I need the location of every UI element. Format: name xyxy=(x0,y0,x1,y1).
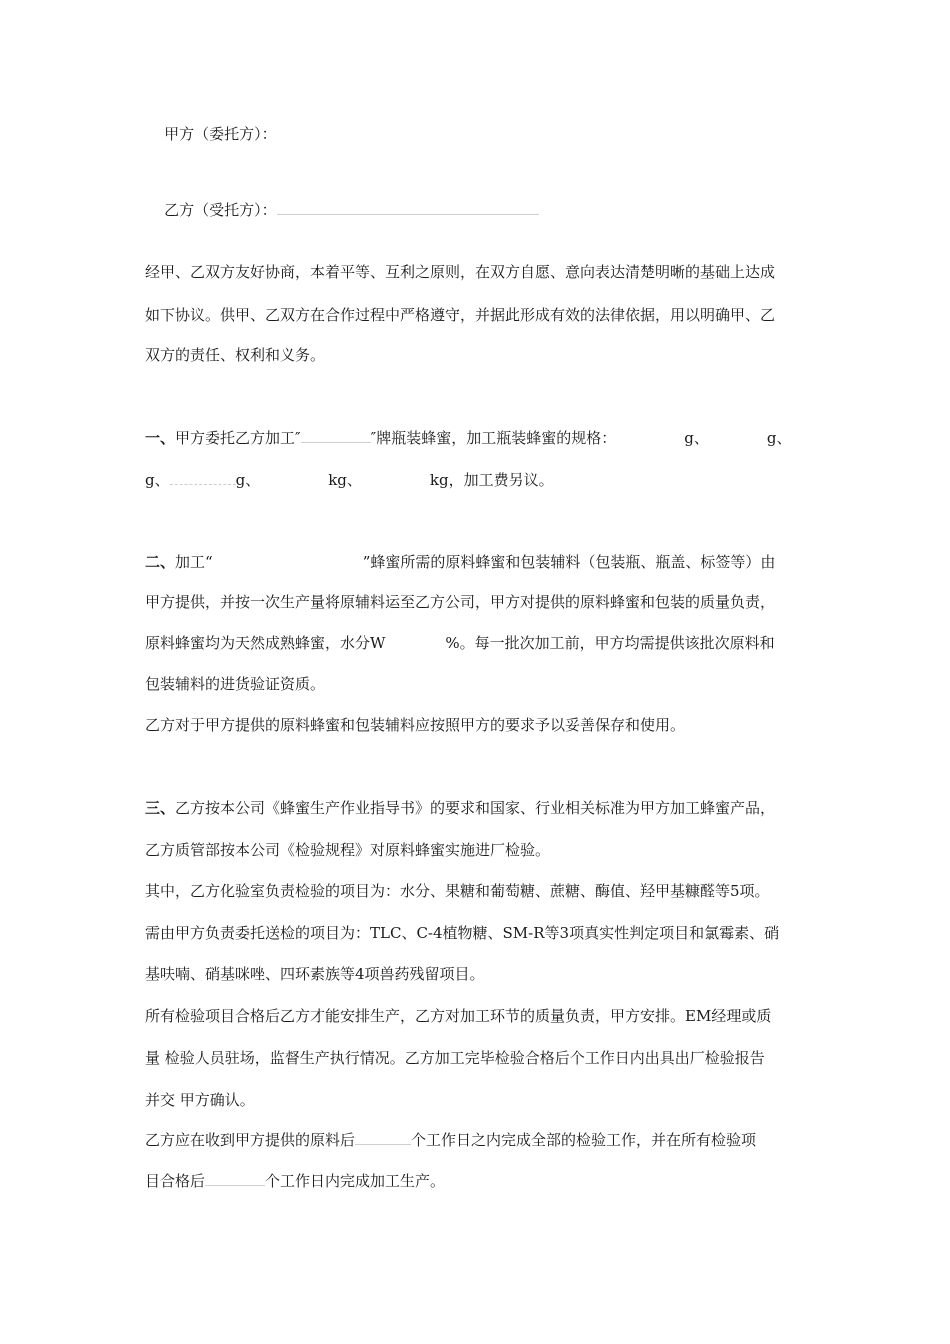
section-1-text-b: ″牌瓶装蜂蜜，加工瓶装蜂蜜的规格： xyxy=(370,429,617,447)
section-2-line-5: 乙方对于甲方提供的原料蜂蜜和包装辅料应按照甲方的要求予以妥善保存和使用。 xyxy=(145,716,686,734)
section-2-line-2: 甲方提供，并按一次生产量将原辅料运至乙方公司，甲方对提供的原料蜂蜜和包装的质量负责， xyxy=(145,593,776,611)
inspection-days-blank xyxy=(355,1130,411,1145)
section-3-line-4: 需由甲方负责委托送检的项目为：TLC、C-4植物糖、SM-R等3项真实性判定项目和氯霉素、硝 xyxy=(145,924,780,942)
section-3-line-9 xyxy=(145,1130,756,1150)
party-b-label: 乙方（受托方）： xyxy=(164,201,277,219)
section-2-text-a: 加工“ xyxy=(175,553,213,571)
section-3-text-10a: 目合格后 xyxy=(145,1172,206,1190)
section-3-line-5: 基呋喃、硝基咪唑、四环素族等4项兽药残留项目。 xyxy=(145,965,485,983)
section-3-line-7: 量 检验人员驻场，监督生产执行情况。乙方加工完毕检验合格后个工作日内出具出厂检验报告 xyxy=(145,1049,765,1067)
section-2-line-1 xyxy=(145,552,775,572)
production-days-blank xyxy=(205,1171,265,1186)
section-3-line-1 xyxy=(145,798,775,818)
party-b-blank xyxy=(277,200,539,215)
spec-g-1: g、 xyxy=(684,429,709,447)
section-2-line-3 xyxy=(145,633,775,653)
section-3-text-9b: 个工作日之内完成全部的检验工作，并在所有检验项 xyxy=(411,1131,757,1149)
section-3-text-1: 乙方按本公司《蜂蜜生产作业指导书》的要求和国家、行业相关标准为甲方加工蜂蜜产品， xyxy=(175,799,776,817)
spec-kg-2: kg，加工费另议。 xyxy=(429,471,554,489)
section-1-text-a: 甲方委托乙方加工″ xyxy=(175,429,301,447)
section-1-line-1 xyxy=(145,428,791,448)
spec-blank xyxy=(170,470,236,485)
intro-line-1: 经甲、乙双方友好协商，本着平等、互利之原则，在双方自愿、意向表达清楚明晰的基础上达成 xyxy=(145,263,776,281)
spec-g-3: g、 xyxy=(145,471,170,489)
section-3-line-6: 所有检验项目合格后乙方才能安排生产，乙方对加工环节的质量负责，甲方安排。EM经理或质 xyxy=(145,1007,772,1025)
section-2-text-b: ”蜂蜜所需的原料蜂蜜和包装辅料（包装瓶、瓶盖、标签等）由 xyxy=(362,553,776,571)
section-3-text-9a: 乙方应在收到甲方提供的原料后 xyxy=(145,1131,356,1149)
section-3-number: 三、 xyxy=(145,799,176,817)
section-1-number: 一、 xyxy=(145,429,176,447)
section-3-line-2: 乙方质管部按本公司《检验规程》对原料蜂蜜实施进厂检验。 xyxy=(145,841,551,859)
section-3-line-3: 其中，乙方化验室负责检验的项目为：水分、果糖和葡萄糖、蔗糖、酶值、羟甲基糠醛等5项。 xyxy=(145,882,770,900)
section-2-line-4: 包装辅料的进货验证资质。 xyxy=(145,675,326,693)
spec-g-4: g、 xyxy=(235,471,261,489)
section-3-text-10b: 个工作日内完成加工生产。 xyxy=(265,1172,446,1190)
brand-blank xyxy=(301,428,371,443)
party-a-label: 甲方（委托方）： xyxy=(164,125,277,143)
section-2-text-c: 原料蜂蜜均为天然成熟蜂蜜，水分W xyxy=(145,634,386,652)
party-a-line xyxy=(145,104,277,164)
section-2-text-d: %。每一批次加工前，甲方均需提供该批次原料和 xyxy=(445,634,775,652)
intro-line-3: 双方的责任、权利和义务。 xyxy=(145,346,326,364)
section-2-number: 二、 xyxy=(145,553,176,571)
section-3-line-8: 并交 甲方确认。 xyxy=(145,1091,255,1109)
spec-kg-1: kg、 xyxy=(328,471,362,489)
intro-line-2: 如下协议。供甲、乙双方在合作过程中严格遵守，并据此形成有效的法律依据，用以明确甲、乙 xyxy=(145,306,776,324)
spec-g-2: g、 xyxy=(766,429,792,447)
party-b-line xyxy=(145,180,539,240)
section-1-line-2 xyxy=(145,470,554,490)
section-3-line-10 xyxy=(145,1171,445,1191)
